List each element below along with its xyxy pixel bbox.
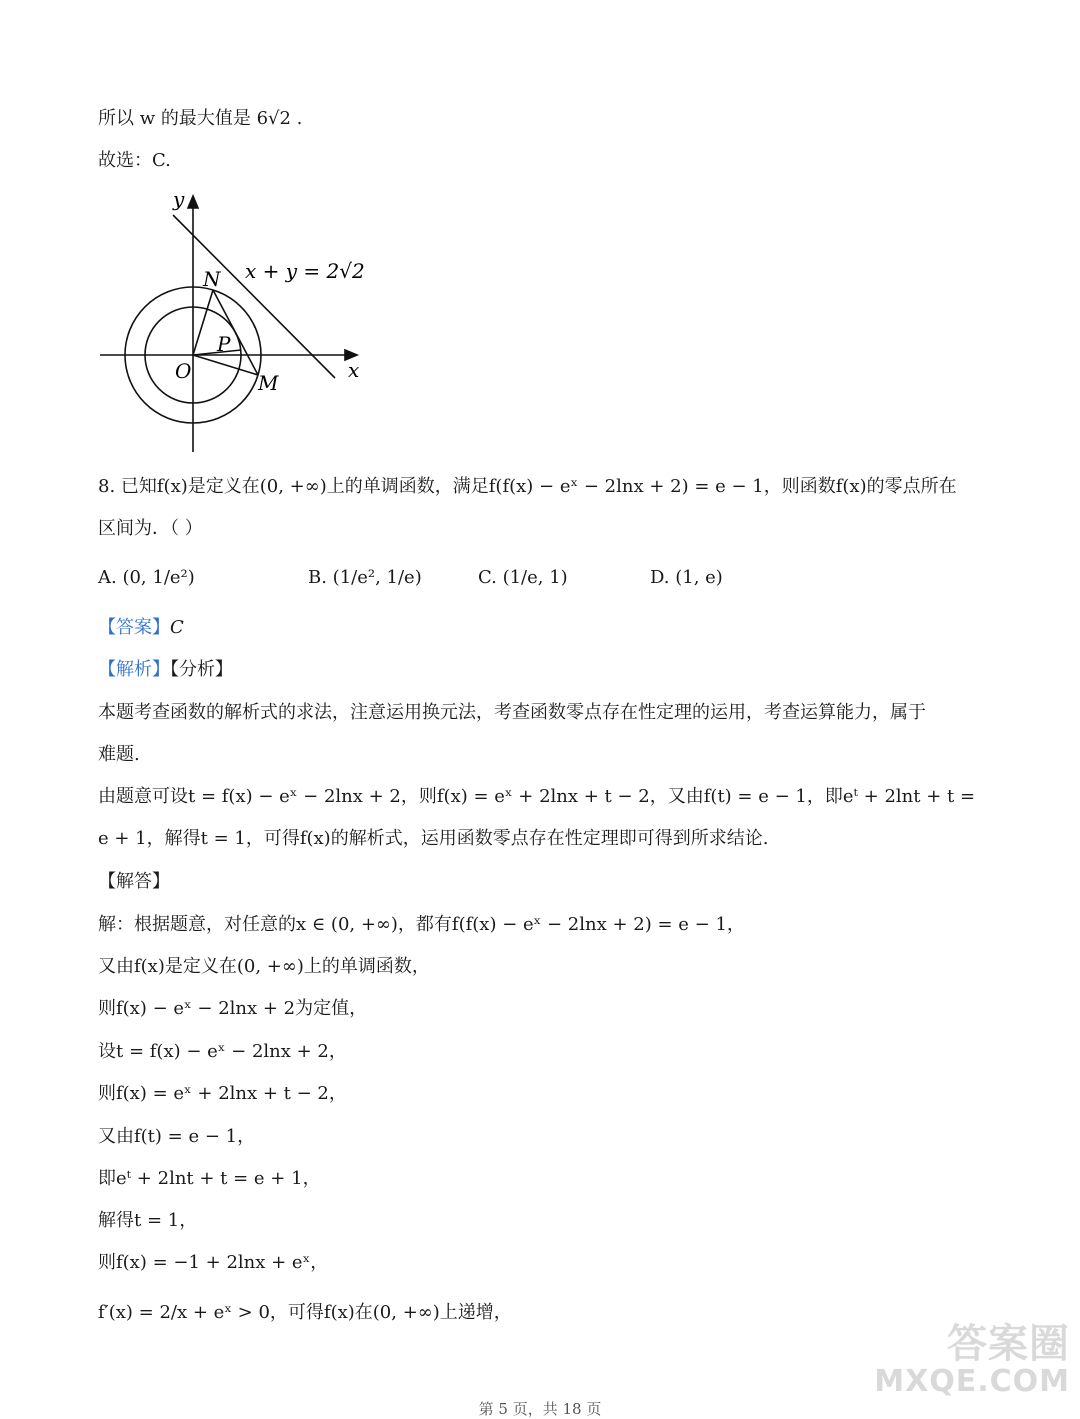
option-a: A. (0, 1/e²) xyxy=(98,567,195,588)
answer-tag: 【答案】 xyxy=(98,617,170,638)
solution-line: 则f(x) = eˣ + 2lnx + t − 2， xyxy=(98,1083,347,1104)
point-p-label: P xyxy=(217,332,231,356)
option-b: B. (1/e², 1/e) xyxy=(308,567,422,588)
question-8-line-2: 区间为．（ ） xyxy=(98,518,203,539)
y-axis-label: y xyxy=(173,190,185,211)
analysis-heading xyxy=(98,657,233,683)
answer-line xyxy=(98,615,184,641)
watermark-logo-text: 答案圈 xyxy=(947,1321,1070,1367)
solution-heading: 【解答】 xyxy=(98,871,170,892)
analysis-line: e + 1，解得t = 1，可得f(x)的解析式，运用函数零点存在性定理即可得到所求结论. xyxy=(98,828,769,849)
question-8-line-1: 8. 已知f(x)是定义在(0, +∞)上的单调函数，满足f(f(x) − eˣ − 2lnx + 2) = e − 1，则函数f(x)的零点所在 xyxy=(98,476,957,497)
x-axis-label: x xyxy=(348,358,360,382)
analysis-line: 本题考查函数的解析式的求法，注意运用换元法，考查函数零点存在性定理的运用，考查运算能力，属于 xyxy=(98,702,926,723)
analysis-line: 难题. xyxy=(98,744,140,765)
origin-label: O xyxy=(175,359,192,383)
solution-line: 解：根据题意，对任意的x ∈ (0, +∞)，都有f(f(x) − eˣ − 2lnx + 2) = e − 1， xyxy=(98,914,745,935)
solution-line: 则f(x) − eˣ − 2lnx + 2为定值， xyxy=(98,998,368,1019)
point-m-label: M xyxy=(258,371,279,395)
analysis-tag: 【解析】 xyxy=(98,659,170,680)
line-equation-label: x + y = 2√2 xyxy=(245,259,365,283)
text-line: 所以 w 的最大值是 6√2 . xyxy=(98,108,303,129)
watermark-site-text: MXQE.COM xyxy=(874,1364,1070,1399)
solution-line: 又由f(x)是定义在(0, +∞)上的单调函数， xyxy=(98,956,430,977)
tangent-line xyxy=(173,215,335,378)
solution-line: 解得t = 1， xyxy=(98,1210,198,1231)
answer-value: C xyxy=(170,617,184,638)
point-n-label: N xyxy=(203,267,221,291)
option-c: C. (1/e, 1) xyxy=(478,567,568,588)
page-footer: 第 5 页，共 18 页 xyxy=(478,1400,602,1418)
solution-line: 设t = f(x) − eˣ − 2lnx + 2， xyxy=(98,1041,347,1062)
analysis-subtag: 【分析】 xyxy=(170,659,233,680)
geometry-figure xyxy=(95,190,385,455)
solution-line: 又由f(t) = e − 1， xyxy=(98,1126,256,1147)
solution-line: f′(x) = 2/x + eˣ > 0，可得f(x)在(0, +∞)上递增， xyxy=(98,1302,512,1323)
analysis-line: 由题意可设t = f(x) − eˣ − 2lnx + 2，则f(x) = eˣ + 2lnx + t − 2，又由f(t) = e − 1，即eᵗ + 2lnt + t = xyxy=(98,786,976,807)
text-line: 故选：C. xyxy=(98,150,171,171)
solution-line: 则f(x) = −1 + 2lnx + eˣ， xyxy=(98,1252,329,1273)
solution-line: 即eᵗ + 2lnt + t = e + 1， xyxy=(98,1168,321,1189)
y-axis-arrow xyxy=(188,196,198,208)
option-d: D. (1, e) xyxy=(650,567,723,588)
segment-on xyxy=(193,290,213,355)
